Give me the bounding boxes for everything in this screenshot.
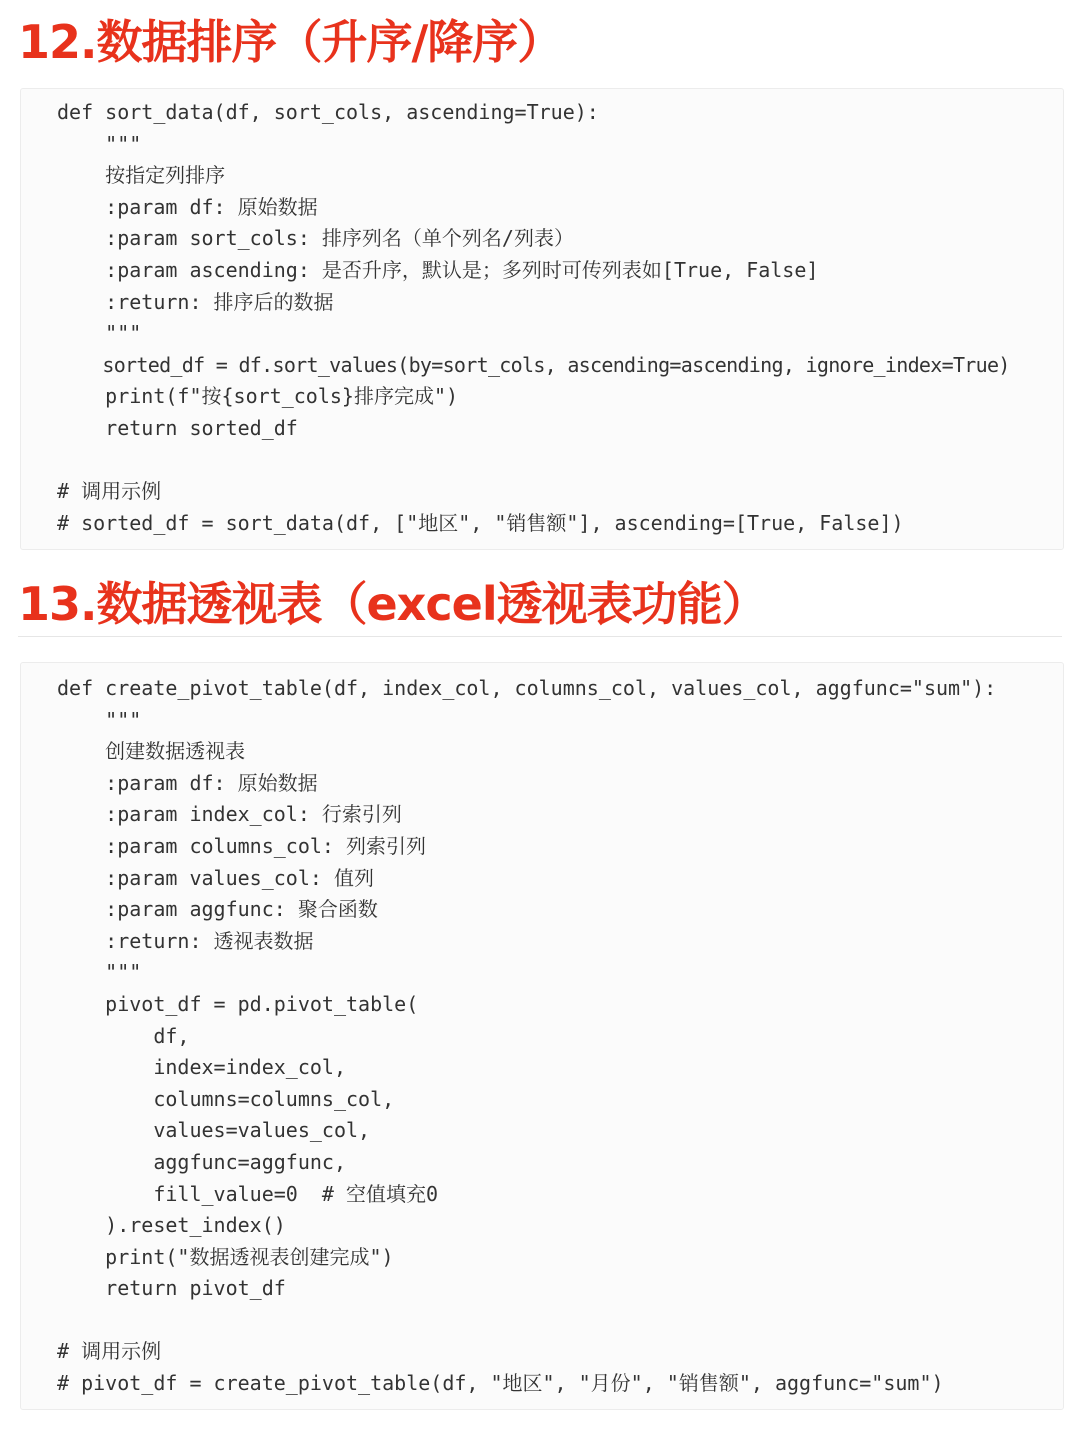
sort-data-code-block [20, 88, 1064, 550]
code-line: """ [57, 960, 142, 985]
code-line: sorted_df = df.sort_values(by=sort_cols, ascending=ascending, ignore_index=True) [57, 352, 1010, 377]
code-line: # 调用示例 [57, 479, 162, 504]
code-line: columns=columns_col, [57, 1086, 395, 1111]
pivot-table-code-block [20, 662, 1064, 1410]
code-line [57, 445, 1063, 477]
code-line: :param df: 原始数据 [57, 770, 318, 795]
code-line: return pivot_df [57, 1276, 286, 1301]
code-line: :param aggfunc: 聚合函数 [57, 897, 378, 922]
code-line [57, 1305, 1063, 1337]
code-line: """ [57, 321, 142, 346]
section-divider [18, 636, 1062, 637]
code-line: :param ascending: 是否升序，默认是；多列时可传列表如[True, False] [57, 257, 819, 282]
code-line: :return: 透视表数据 [57, 928, 314, 953]
code-line: # sorted_df = sort_data(df, ["地区", "销售额"], ascending=[True, False]) [57, 510, 904, 535]
code-line: :param sort_cols: 排序列名（单个列名/列表） [57, 226, 574, 251]
code-line: values=values_col, [57, 1118, 371, 1143]
code-line: :param columns_col: 列索引列 [57, 833, 426, 858]
code-line: return sorted_df [57, 415, 298, 440]
code-line: fill_value=0 # 空值填充0 [57, 1181, 439, 1206]
code-line: :param df: 原始数据 [57, 194, 318, 219]
code-line: # 调用示例 [57, 1339, 162, 1364]
cropped-next-section [90, 1428, 240, 1436]
code-line: aggfunc=aggfunc, [57, 1149, 346, 1174]
code-line: def create_pivot_table(df, index_col, columns_col, values_col, aggfunc="sum"): [57, 676, 997, 700]
code-line: index=index_col, [57, 1055, 346, 1080]
section-13-heading: 13.数据透视表（excel透视表功能） [18, 577, 767, 631]
code-line: """ [57, 131, 142, 156]
code-line: pivot_df = pd.pivot_table( [57, 991, 419, 1016]
code-line: print("数据透视表创建完成") [57, 1244, 394, 1269]
code-line: # pivot_df = create_pivot_table(df, "地区", "月份", "销售额", aggfunc="sum") [57, 1371, 944, 1396]
code-line: def sort_data(df, sort_cols, ascending=True): [57, 100, 599, 124]
code-line: 创建数据透视表 [57, 739, 246, 764]
section-12-heading: 12.数据排序（升序/降序） [18, 15, 563, 69]
code-line: :param index_col: 行索引列 [57, 802, 402, 827]
code-line: :return: 排序后的数据 [57, 289, 334, 314]
code-line: """ [57, 707, 142, 732]
code-line: df, [57, 1023, 190, 1048]
code-line: :param values_col: 值列 [57, 865, 374, 890]
code-line: ).reset_index() [57, 1213, 286, 1238]
code-line: print(f"按{sort_cols}排序完成") [57, 384, 459, 409]
code-line: 按指定列排序 [57, 163, 226, 188]
